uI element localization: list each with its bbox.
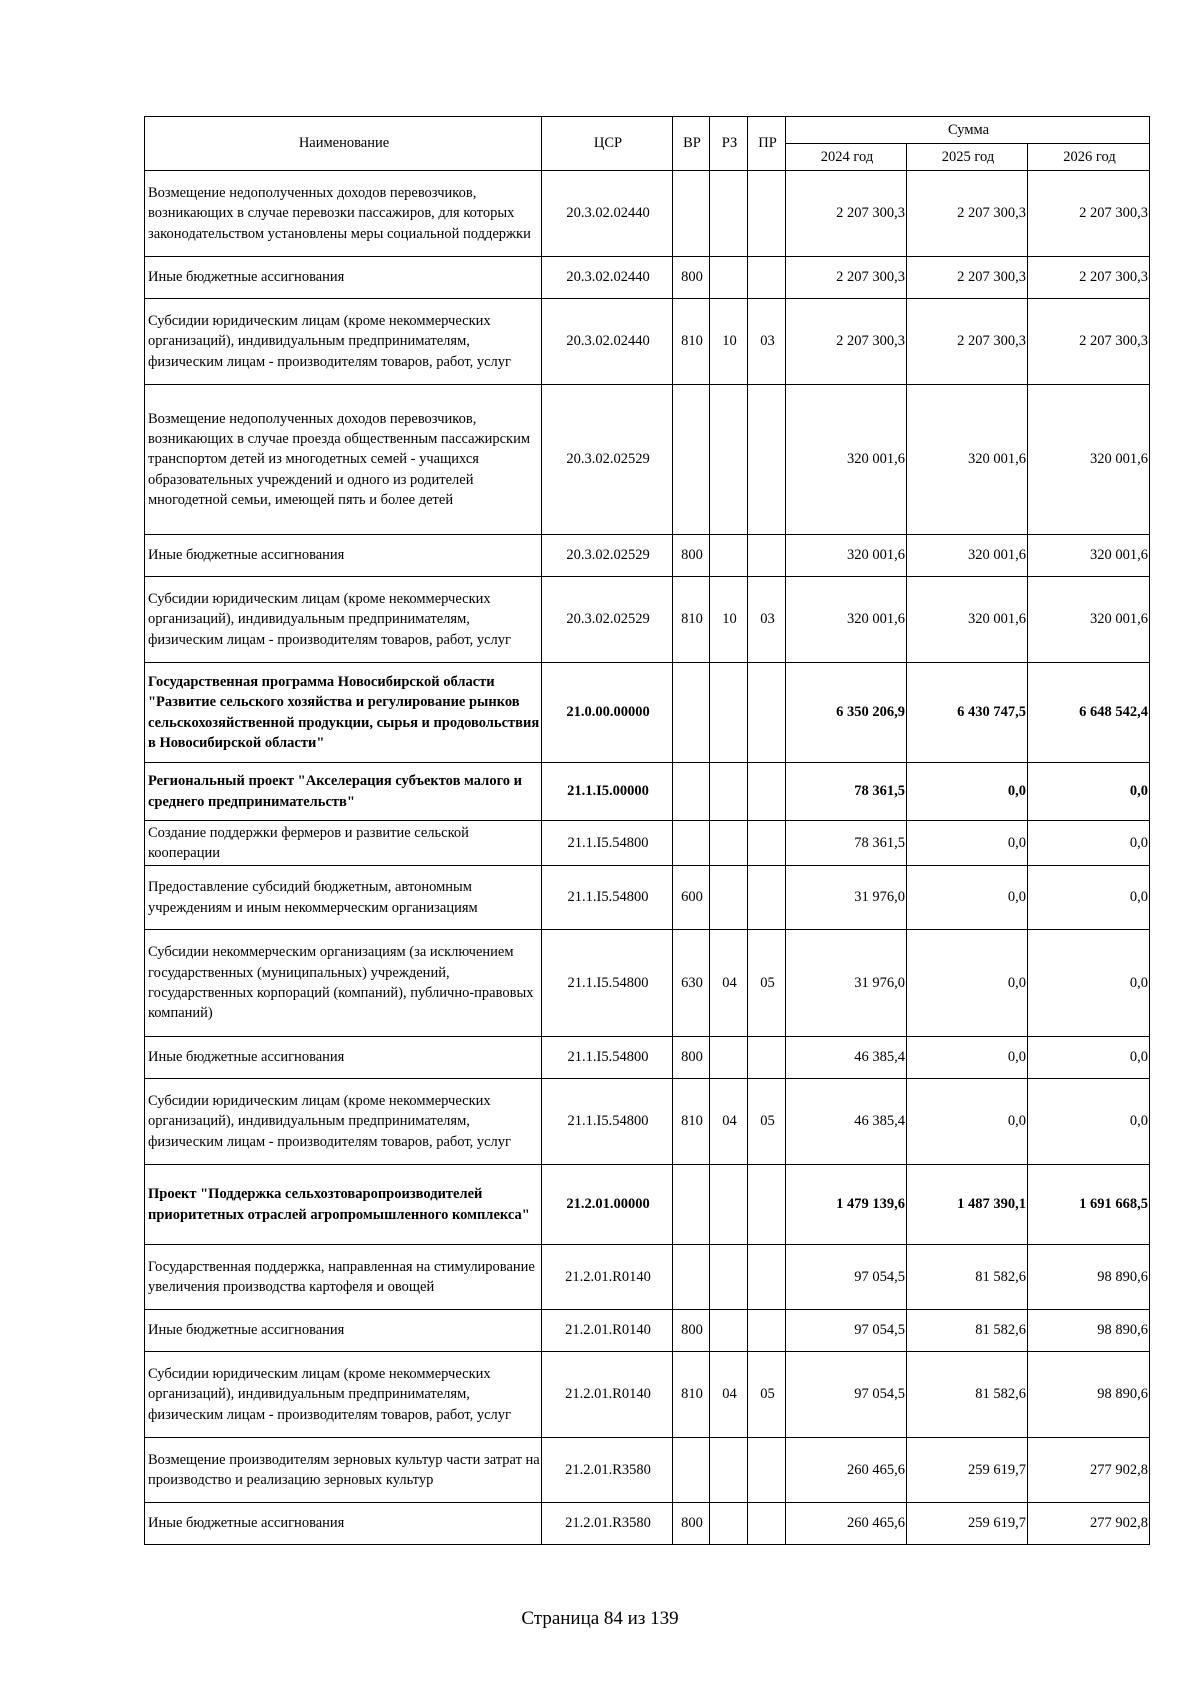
- row-pr: [748, 663, 786, 763]
- row-pr: [748, 821, 786, 866]
- row-sum-2025: 259 619,7: [907, 1438, 1028, 1503]
- row-sum-2026: 0,0: [1028, 1037, 1150, 1079]
- row-sum-2026: 2 207 300,3: [1028, 257, 1150, 299]
- row-vr: [673, 1165, 710, 1245]
- row-rz: [710, 257, 748, 299]
- row-rz: [710, 821, 748, 866]
- row-sum-2026: 320 001,6: [1028, 385, 1150, 535]
- table-row: [145, 1245, 1150, 1310]
- row-rz: [710, 1310, 748, 1352]
- col-header-2024: 2024 год: [786, 144, 907, 171]
- row-sum-2026: 98 890,6: [1028, 1310, 1150, 1352]
- row-rz: [710, 1245, 748, 1310]
- row-csr: 20.3.02.02440: [542, 257, 673, 299]
- row-pr: 03: [748, 577, 786, 663]
- row-sum-2025: 0,0: [907, 1079, 1028, 1165]
- row-sum-2025: 0,0: [907, 866, 1028, 930]
- row-vr: [673, 763, 710, 821]
- row-name: Создание поддержки фермеров и развитие сельской кооперации: [145, 821, 542, 866]
- row-vr: 630: [673, 930, 710, 1037]
- row-sum-2026: 277 902,8: [1028, 1438, 1150, 1503]
- row-sum-2026: 1 691 668,5: [1028, 1165, 1150, 1245]
- row-rz: [710, 535, 748, 577]
- row-sum-2025: 0,0: [907, 763, 1028, 821]
- row-csr: 21.2.01.R3580: [542, 1503, 673, 1545]
- row-pr: [748, 535, 786, 577]
- table-row: [145, 866, 1150, 930]
- row-vr: 810: [673, 577, 710, 663]
- row-rz: 04: [710, 930, 748, 1037]
- table-row: [145, 1310, 1150, 1352]
- row-vr: [673, 1438, 710, 1503]
- row-pr: 05: [748, 1352, 786, 1438]
- row-sum-2025: 2 207 300,3: [907, 257, 1028, 299]
- row-csr: 21.1.I5.54800: [542, 866, 673, 930]
- row-csr: 20.3.02.02529: [542, 577, 673, 663]
- row-name: Иные бюджетные ассигнования: [145, 1310, 542, 1352]
- row-vr: 810: [673, 299, 710, 385]
- row-sum-2026: 6 648 542,4: [1028, 663, 1150, 763]
- row-pr: [748, 1438, 786, 1503]
- row-sum-2024: 78 361,5: [786, 821, 907, 866]
- row-pr: [748, 1037, 786, 1079]
- row-pr: [748, 1165, 786, 1245]
- row-sum-2026: 320 001,6: [1028, 577, 1150, 663]
- col-header-vr: ВР: [673, 117, 710, 171]
- row-csr: 21.1.I5.00000: [542, 763, 673, 821]
- row-rz: [710, 663, 748, 763]
- row-sum-2024: 46 385,4: [786, 1079, 907, 1165]
- table-row: [145, 1438, 1150, 1503]
- row-pr: [748, 171, 786, 257]
- row-pr: 05: [748, 1079, 786, 1165]
- col-header-2026: 2026 год: [1028, 144, 1150, 171]
- header-row-top: [145, 117, 1150, 144]
- row-sum-2025: 320 001,6: [907, 577, 1028, 663]
- row-vr: 810: [673, 1079, 710, 1165]
- row-rz: [710, 1438, 748, 1503]
- row-csr: 21.1.I5.54800: [542, 930, 673, 1037]
- row-sum-2026: 2 207 300,3: [1028, 299, 1150, 385]
- row-rz: [710, 1503, 748, 1545]
- row-rz: [710, 1165, 748, 1245]
- row-pr: 03: [748, 299, 786, 385]
- col-header-csr: ЦСР: [542, 117, 673, 171]
- table-row: [145, 821, 1150, 866]
- row-csr: 21.0.00.00000: [542, 663, 673, 763]
- col-header-sum: Сумма: [786, 117, 1150, 144]
- row-sum-2024: 97 054,5: [786, 1245, 907, 1310]
- row-vr: [673, 1245, 710, 1310]
- table-row: [145, 1037, 1150, 1079]
- row-sum-2024: 46 385,4: [786, 1037, 907, 1079]
- row-sum-2025: 0,0: [907, 1037, 1028, 1079]
- row-name: Предоставление субсидий бюджетным, автономным учреждениям и иным некоммерческим организациям: [145, 866, 542, 930]
- row-sum-2026: 0,0: [1028, 821, 1150, 866]
- page-number: Страница 84 из 139: [521, 1608, 679, 1629]
- row-vr: 800: [673, 1310, 710, 1352]
- row-vr: 600: [673, 866, 710, 930]
- row-rz: 04: [710, 1352, 748, 1438]
- row-vr: [673, 385, 710, 535]
- row-name: Региональный проект "Акселерация субъектов малого и среднего предпринимательств": [145, 763, 542, 821]
- row-sum-2025: 81 582,6: [907, 1245, 1028, 1310]
- row-csr: 21.1.I5.54800: [542, 821, 673, 866]
- row-sum-2024: 2 207 300,3: [786, 171, 907, 257]
- row-rz: [710, 385, 748, 535]
- row-csr: 21.2.01.R0140: [542, 1245, 673, 1310]
- row-csr: 21.2.01.00000: [542, 1165, 673, 1245]
- row-sum-2026: 320 001,6: [1028, 535, 1150, 577]
- row-vr: 810: [673, 1352, 710, 1438]
- row-sum-2026: 98 890,6: [1028, 1245, 1150, 1310]
- row-name: Иные бюджетные ассигнования: [145, 257, 542, 299]
- row-sum-2024: 97 054,5: [786, 1310, 907, 1352]
- row-sum-2024: 97 054,5: [786, 1352, 907, 1438]
- row-pr: [748, 385, 786, 535]
- row-csr: 20.3.02.02440: [542, 299, 673, 385]
- row-name: Субсидии юридическим лицам (кроме некоммерческих организаций), индивидуальным предпринимателям, физическим лицам - производителям товаров, работ, услуг: [145, 299, 542, 385]
- row-vr: [673, 171, 710, 257]
- row-csr: 21.1.I5.54800: [542, 1079, 673, 1165]
- table-row: [145, 299, 1150, 385]
- row-sum-2024: 320 001,6: [786, 385, 907, 535]
- table-row: [145, 535, 1150, 577]
- row-vr: 800: [673, 1503, 710, 1545]
- row-csr: 21.2.01.R0140: [542, 1352, 673, 1438]
- row-sum-2024: 260 465,6: [786, 1438, 907, 1503]
- row-sum-2026: 0,0: [1028, 1079, 1150, 1165]
- row-name: Субсидии юридическим лицам (кроме некоммерческих организаций), индивидуальным предпринимателям, физическим лицам - производителям товаров, работ, услуг: [145, 577, 542, 663]
- row-name: Возмещение недополученных доходов перевозчиков, возникающих в случае перевозки пассажиров, для которых законодательством установлены меры социальной поддержки: [145, 171, 542, 257]
- col-header-pr: ПР: [748, 117, 786, 171]
- row-name: Иные бюджетные ассигнования: [145, 535, 542, 577]
- table-row: [145, 930, 1150, 1037]
- row-vr: [673, 821, 710, 866]
- row-name: Государственная поддержка, направленная на стимулирование увеличения производства картофеля и овощей: [145, 1245, 542, 1310]
- row-pr: [748, 1503, 786, 1545]
- table-row: [145, 385, 1150, 535]
- table-row-project: [145, 1165, 1150, 1245]
- row-rz: [710, 1037, 748, 1079]
- table-row-program: [145, 663, 1150, 763]
- row-sum-2024: 78 361,5: [786, 763, 907, 821]
- row-rz: 10: [710, 299, 748, 385]
- row-name: Иные бюджетные ассигнования: [145, 1503, 542, 1545]
- row-sum-2025: 2 207 300,3: [907, 171, 1028, 257]
- row-rz: [710, 866, 748, 930]
- row-sum-2024: 6 350 206,9: [786, 663, 907, 763]
- row-sum-2025: 6 430 747,5: [907, 663, 1028, 763]
- col-header-rz: РЗ: [710, 117, 748, 171]
- table-row: [145, 1352, 1150, 1438]
- row-sum-2026: 98 890,6: [1028, 1352, 1150, 1438]
- row-sum-2024: 31 976,0: [786, 930, 907, 1037]
- row-sum-2026: 0,0: [1028, 866, 1150, 930]
- row-sum-2024: 320 001,6: [786, 577, 907, 663]
- row-rz: [710, 763, 748, 821]
- row-sum-2024: 2 207 300,3: [786, 299, 907, 385]
- table-row: [145, 1079, 1150, 1165]
- row-csr: 20.3.02.02529: [542, 535, 673, 577]
- row-csr: 21.2.01.R0140: [542, 1310, 673, 1352]
- row-sum-2024: 1 479 139,6: [786, 1165, 907, 1245]
- row-sum-2024: 2 207 300,3: [786, 257, 907, 299]
- table-row: [145, 257, 1150, 299]
- row-name: Возмещение производителям зерновых культур части затрат на производство и реализацию зерновых культур: [145, 1438, 542, 1503]
- col-header-2025: 2025 год: [907, 144, 1028, 171]
- row-name: Иные бюджетные ассигнования: [145, 1037, 542, 1079]
- row-rz: [710, 171, 748, 257]
- row-sum-2025: 0,0: [907, 821, 1028, 866]
- row-rz: 04: [710, 1079, 748, 1165]
- row-sum-2025: 320 001,6: [907, 385, 1028, 535]
- row-csr: 20.3.02.02440: [542, 171, 673, 257]
- row-sum-2026: 277 902,8: [1028, 1503, 1150, 1545]
- table-body: [145, 171, 1150, 1545]
- row-pr: [748, 1245, 786, 1310]
- row-sum-2026: 2 207 300,3: [1028, 171, 1150, 257]
- row-name: Субсидии юридическим лицам (кроме некоммерческих организаций), индивидуальным предпринимателям, физическим лицам - производителям товаров, работ, услуг: [145, 1352, 542, 1438]
- row-sum-2025: 81 582,6: [907, 1310, 1028, 1352]
- row-vr: 800: [673, 535, 710, 577]
- row-name: Государственная программа Новосибирской области "Развитие сельского хозяйства и регулирование рынков сельскохозяйственной продукции, сырья и продовольствия в Новосибирской области": [145, 663, 542, 763]
- row-sum-2025: 2 207 300,3: [907, 299, 1028, 385]
- row-vr: 800: [673, 257, 710, 299]
- row-csr: 20.3.02.02529: [542, 385, 673, 535]
- row-sum-2024: 31 976,0: [786, 866, 907, 930]
- budget-table: [144, 116, 1150, 1545]
- table-row: [145, 171, 1150, 257]
- row-pr: [748, 763, 786, 821]
- row-sum-2025: 1 487 390,1: [907, 1165, 1028, 1245]
- table-row: [145, 1503, 1150, 1545]
- row-sum-2025: 320 001,6: [907, 535, 1028, 577]
- row-pr: [748, 1310, 786, 1352]
- row-pr: 05: [748, 930, 786, 1037]
- row-sum-2025: 81 582,6: [907, 1352, 1028, 1438]
- row-csr: 21.1.I5.54800: [542, 1037, 673, 1079]
- row-sum-2025: 0,0: [907, 930, 1028, 1037]
- col-header-name: Наименование: [145, 117, 542, 171]
- row-csr: 21.2.01.R3580: [542, 1438, 673, 1503]
- table-row-project: [145, 763, 1150, 821]
- row-pr: [748, 257, 786, 299]
- row-vr: [673, 663, 710, 763]
- row-sum-2024: 260 465,6: [786, 1503, 907, 1545]
- row-sum-2026: 0,0: [1028, 930, 1150, 1037]
- row-sum-2025: 259 619,7: [907, 1503, 1028, 1545]
- row-vr: 800: [673, 1037, 710, 1079]
- row-pr: [748, 866, 786, 930]
- table-row: [145, 577, 1150, 663]
- row-name: Субсидии некоммерческим организациям (за исключением государственных (муниципальных) учреждений, государственных корпораций (компаний), публично-правовых компаний): [145, 930, 542, 1037]
- row-sum-2026: 0,0: [1028, 763, 1150, 821]
- row-name: Проект "Поддержка сельхозтоваропроизводителей приоритетных отраслей агропромышленного комплекса": [145, 1165, 542, 1245]
- row-sum-2024: 320 001,6: [786, 535, 907, 577]
- row-name: Субсидии юридическим лицам (кроме некоммерческих организаций), индивидуальным предпринимателям, физическим лицам - производителям товаров, работ, услуг: [145, 1079, 542, 1165]
- row-name: Возмещение недополученных доходов перевозчиков, возникающих в случае проезда общественным пассажирским транспортом детей из многодетных семей - учащихся образовательных учреждений и одного из родителей многодетной семьи, имеющей пять и более детей: [145, 385, 542, 535]
- row-rz: 10: [710, 577, 748, 663]
